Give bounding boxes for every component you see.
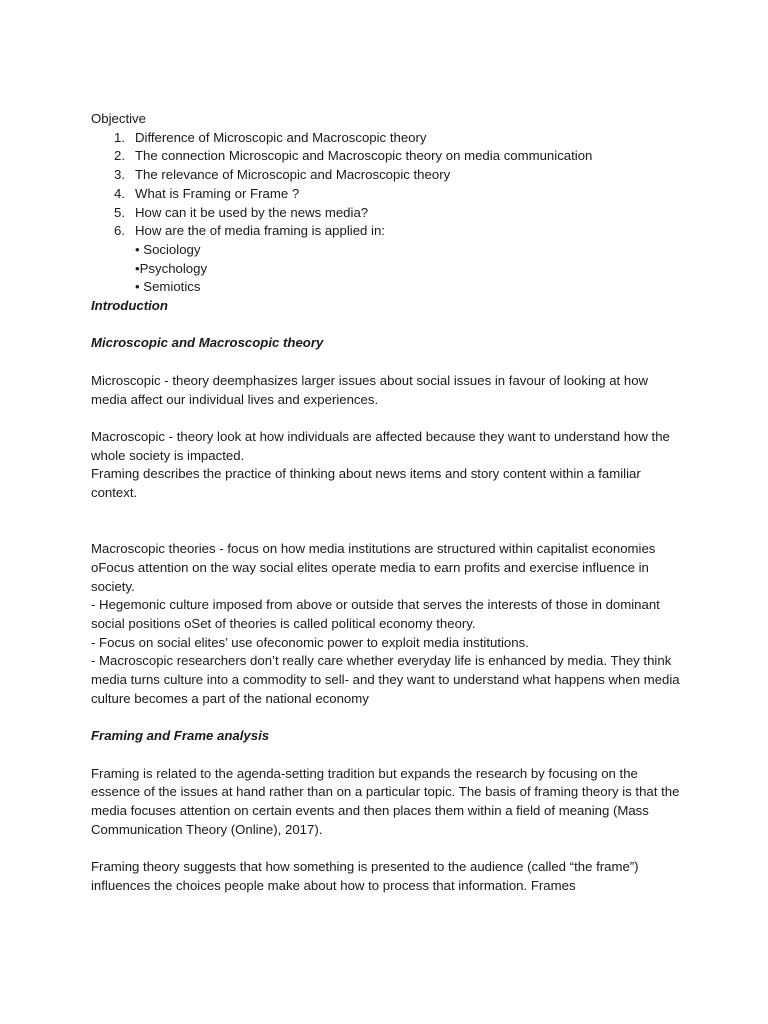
list-item-text: What is Framing or Frame ? [135, 185, 300, 201]
framing-description-paragraph: Framing describes the practice of thinking about news items and story content within a familiar context. [91, 466, 641, 501]
list-item: • Sociology [135, 241, 201, 257]
list-item-text: The connection Microscopic and Macroscopic theory on media communication [135, 148, 593, 164]
list-number: 3. [114, 167, 125, 183]
hegemonic-paragraph: - Hegemonic culture imposed from above or outside that serves the interests of those in dominant social positions oSet of theories is called political economy theory. [91, 597, 660, 631]
list-number: 1. [114, 129, 125, 145]
list-item-text: The relevance of Microscopic and Macroscopic theory [135, 167, 451, 183]
objective-item [91, 166, 681, 185]
list-item-text: How are the of media framing is applied in: [135, 223, 385, 239]
macroscopic-paragraph: Macroscopic - theory look at how individuals are affected because they want to understand how the whole society is impacted. [91, 428, 670, 463]
objective-item [91, 129, 681, 148]
objective-item [91, 185, 681, 204]
framing-heading: Framing and Frame analysis [91, 728, 270, 744]
introduction-heading: Introduction [91, 298, 168, 314]
list-item: •Psychology [135, 260, 208, 276]
objective-title: Objective [91, 111, 146, 126]
list-item-text: How can it be used by the news media? [135, 204, 369, 220]
micro-macro-heading: Microscopic and Macroscopic theory [91, 335, 324, 351]
document-content [91, 110, 681, 895]
objective-item [91, 222, 681, 241]
social-elites-paragraph: - Focus on social elites’ use ofeconomic power to exploit media institutions. [91, 634, 529, 650]
objective-item [91, 204, 681, 223]
list-number: 5. [114, 204, 125, 220]
list-item-text: Difference of Microscopic and Macroscopic theory [135, 129, 427, 145]
macroscopic-theories-paragraph: Macroscopic theories - focus on how media institutions are structured within capitalist economies oFocus attention on the way social elites operate media to earn profits and exercise influence in society. [91, 541, 656, 594]
objective-item [91, 147, 681, 166]
researchers-paragraph: - Macroscopic researchers don’t really care whether everyday life is enhanced by media. They think media turns culture into a commodity to sell- and they want to understand what happens when media culture becomes a part of the national economy [91, 653, 680, 706]
objective-list [91, 129, 681, 241]
microscopic-paragraph: Microscopic - theory deemphasizes larger issues about social issues in favour of looking at how media affect our individual lives and experiences. [91, 372, 649, 407]
list-number: 4. [114, 185, 125, 201]
framing-paragraph-2: Framing theory suggests that how something is presented to the audience (called “the frame”) influences the choices people make about how to process that information. Frames [91, 859, 639, 893]
list-item: • Semiotics [135, 279, 201, 295]
list-number: 2. [114, 148, 125, 164]
framing-paragraph-1: Framing is related to the agenda-setting tradition but expands the research by focusing on the essence of the issues at hand rather than on a particular topic. The basis of framing theory is that the media focuses attention on certain events and then places them within a field of meaning (Mass Communication Theory (Online), 2017). [91, 765, 680, 837]
list-number: 6. [114, 223, 125, 239]
framing-fields-list [91, 241, 681, 297]
